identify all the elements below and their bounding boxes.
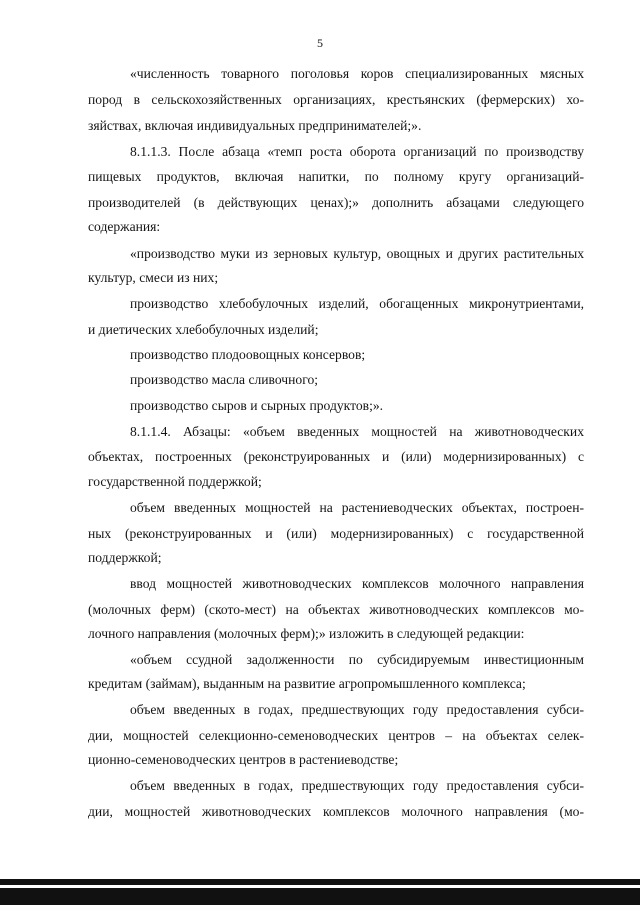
- text-line: (молочных ферм) (ското-мест) на объектах животноводческих комплексов мо-: [88, 602, 584, 617]
- text-line: 8.1.1.3. После абзаца «темп роста оборота организаций по производству: [130, 144, 584, 159]
- text-line: дии, мощностей животноводческих комплексов молочного направления (мо-: [88, 804, 584, 819]
- text-line: и диетических хлебобулочных изделий;: [88, 322, 319, 337]
- text-line: производство плодоовощных консервов;: [130, 347, 366, 362]
- text-line: зяйствах, включая индивидуальных предпринимателей;».: [88, 118, 422, 133]
- text-line: «численность товарного поголовья коров специализированных мясных: [130, 66, 584, 81]
- text-line: объем введенных в годах, предшествующих году предоставления субси-: [130, 778, 584, 793]
- scan-edge-bar: [0, 879, 640, 885]
- text-line: пород в сельскохозяйственных организациях, крестьянских (фермерских) хо-: [88, 92, 584, 107]
- text-line: культур, смеси из них;: [88, 270, 219, 285]
- text-line: ввод мощностей животноводческих комплексов молочного направления: [130, 576, 584, 591]
- page-number: 5: [317, 36, 323, 50]
- text-line: «производство муки из зерновых культур, овощных и других растительных: [130, 246, 584, 261]
- text-line: производство сыров и сырных продуктов;».: [130, 398, 384, 413]
- scan-edge-bar-bottom: [0, 888, 640, 905]
- text-line: производство масла сливочного;: [130, 372, 319, 387]
- text-line: объем введенных в годах, предшествующих году предоставления субси-: [130, 702, 584, 717]
- text-line: государственной поддержкой;: [88, 474, 262, 489]
- text-line: ционно-семеноводческих центров в растениеводстве;: [88, 752, 399, 767]
- text-line: объем введенных мощностей на растениеводческих объектах, построен-: [130, 500, 584, 515]
- text-line: 8.1.1.4. Абзацы: «объем введенных мощностей на животноводческих: [130, 424, 584, 439]
- text-line: дии, мощностей селекционно-семеноводческих центров – на объектах селек-: [88, 728, 584, 743]
- text-line: производство хлебобулочных изделий, обогащенных микронутриентами,: [130, 296, 584, 311]
- text-line: производителей (в действующих ценах);» дополнить абзацами следующего: [88, 195, 584, 210]
- text-line: пищевых продуктов, включая напитки, по полному кругу организаций-: [88, 169, 584, 184]
- text-line: объектах, построенных (реконструированных и (или) модернизированных) с: [88, 449, 584, 464]
- text-line: ных (реконструированных и (или) модернизированных) с государственной: [88, 526, 584, 541]
- text-line: лочного направления (молочных ферм);» изложить в следующей редакции:: [88, 626, 525, 641]
- text-line: кредитам (займам), выданным на развитие агропромышленного комплекса;: [88, 676, 526, 691]
- text-line: поддержкой;: [88, 550, 162, 565]
- text-line: содержания:: [88, 219, 161, 234]
- text-line: «объем ссудной задолженности по субсидируемым инвестиционным: [130, 652, 584, 667]
